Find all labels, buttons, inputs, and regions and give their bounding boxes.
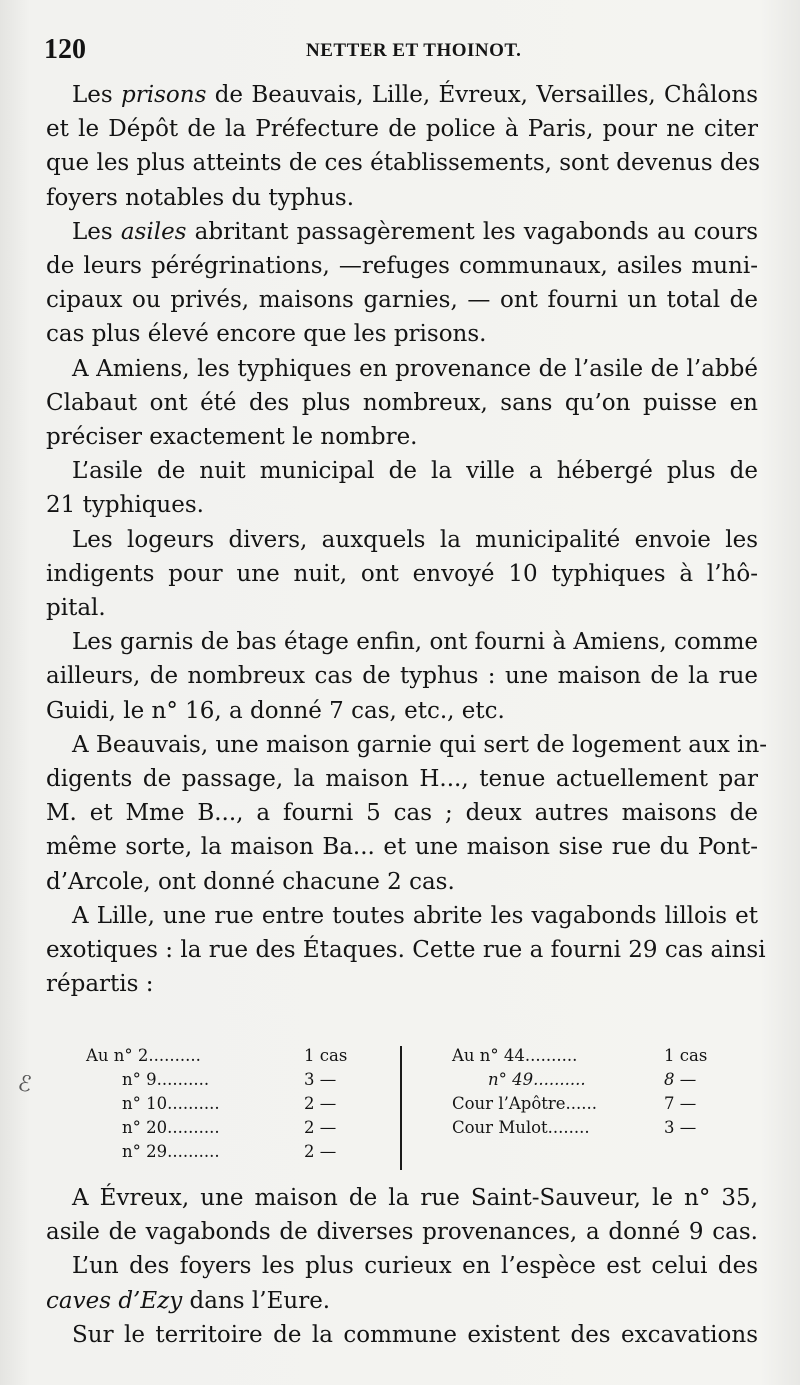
text-line: ailleurs, de nombreux cas de typhus : une maison de la rue	[46, 663, 758, 690]
emphasis: asiles	[120, 218, 187, 245]
table-cell-count: 3 —	[664, 1118, 697, 1137]
text-line: M. et Mme B..., a fourni 5 cas ; deux autres maisons de	[46, 800, 758, 827]
table-cell-location: Cour l’Apôtre......	[452, 1094, 598, 1113]
text-line: et le Dépôt de la Préfecture de police à Paris, pour ne citer	[46, 116, 758, 143]
text-line: caves d’Ezy dans l’Eure.	[46, 1287, 331, 1314]
table-row	[86, 1068, 366, 1092]
text-line: 21 typhiques.	[46, 492, 204, 519]
text-line: Clabaut ont été des plus nombreux, sans qu’on puisse en	[46, 389, 758, 416]
text-line: répartis :	[46, 971, 154, 998]
table-cell-location: Au n° 44..........	[452, 1046, 578, 1065]
table-cell-count: 8 —	[664, 1070, 697, 1089]
table-cell-location: Cour Mulot........	[452, 1118, 590, 1137]
table-cell-location: Au n° 2..........	[86, 1046, 201, 1065]
text-line: exotiques : la rue des Étaques. Cette rue a fourni 29 cas ainsi	[46, 937, 766, 964]
text-line: Les logeurs divers, auxquels la municipalité envoie les	[72, 526, 758, 553]
table-cell-count: 3 —	[304, 1070, 337, 1089]
distribution-table	[86, 1044, 726, 1172]
body-text-continued	[46, 1181, 758, 1352]
table-cell-count: 2 —	[304, 1094, 337, 1113]
text-line: que les plus atteints de ces établissements, sont devenus des	[46, 150, 761, 177]
page-number: 120	[44, 34, 86, 65]
table-cell-count: 2 —	[304, 1118, 337, 1137]
text-line: Les asiles abritant passagèrement les vagabonds au cours	[72, 218, 759, 245]
table-cell-count: 1 cas	[304, 1046, 348, 1065]
table-cell-count: 1 cas	[664, 1046, 708, 1065]
text-line: Les garnis de bas étage enfin, ont fourni à Amiens, comme	[72, 629, 758, 656]
table-cell-count: 7 —	[664, 1094, 697, 1113]
table-row	[86, 1092, 366, 1116]
table-row	[86, 1140, 366, 1164]
emphasis: caves d’Ezy	[46, 1287, 183, 1314]
table-cell-location: n° 49..........	[488, 1070, 586, 1089]
table-row	[452, 1068, 722, 1092]
table-row	[452, 1092, 722, 1116]
text-line: cas plus élevé encore que les prisons.	[46, 321, 487, 348]
text-line: L’asile de nuit municipal de la ville a hébergé plus de	[72, 458, 758, 485]
table-row	[86, 1044, 366, 1068]
text-line: asile de vagabonds de diverses provenances, a donné 9 cas.	[46, 1219, 758, 1246]
table-divider	[400, 1046, 402, 1170]
text-line: préciser exactement le nombre.	[46, 424, 418, 451]
text-line: digents de passage, la maison H..., tenue actuellement par	[46, 766, 758, 793]
text-line: L’un des foyers les plus curieux en l’espèce est celui des	[72, 1253, 758, 1280]
text-line: indigents pour une nuit, ont envoyé 10 typhiques à l’hô-	[46, 560, 758, 587]
body-text	[46, 78, 768, 1001]
table-cell-location: n° 9..........	[122, 1070, 210, 1089]
table-column-left	[86, 1044, 366, 1164]
table-row	[452, 1116, 722, 1140]
table-column-right	[452, 1044, 722, 1140]
text-line: A Lille, une rue entre toutes abrite les vagabonds lillois et	[72, 902, 758, 929]
text-line: foyers notables du typhus.	[46, 184, 355, 211]
page-header	[44, 34, 756, 68]
text-line: A Évreux, une maison de la rue Saint-Sauveur, le n° 35,	[72, 1185, 758, 1211]
text-line: A Amiens, les typhiques en provenance de l’asile de l’abbé	[72, 355, 758, 382]
text-line: Guidi, le n° 16, a donné 7 cas, etc., etc.	[46, 697, 505, 724]
table-row	[86, 1116, 366, 1140]
text-line: de leurs pérégrinations, —refuges communaux, asiles muni-	[46, 253, 758, 280]
emphasis: prisons	[121, 82, 207, 108]
text-line: Sur le territoire de la commune existent des excavations	[72, 1321, 758, 1348]
table-cell-location: n° 29..........	[122, 1142, 220, 1161]
table-cell-location: n° 10..........	[122, 1094, 220, 1113]
text-line: A Beauvais, une maison garnie qui sert de logement aux in-	[72, 731, 768, 758]
text-line: cipaux ou privés, maisons garnies, — ont fourni un total de	[46, 287, 758, 314]
text-line: même sorte, la maison Ba... et une maison sise rue du Pont-	[46, 834, 758, 861]
margin-mark: ℰ	[15, 1071, 34, 1098]
text-line: pital.	[46, 595, 106, 622]
text-line: Les prisons de Beauvais, Lille, Évreux, Versailles, Châlons	[72, 82, 759, 108]
table-row	[452, 1044, 722, 1068]
running-title: NETTER ET THOINOT.	[306, 40, 522, 61]
table-cell-count: 2 —	[304, 1142, 337, 1161]
table-cell-location: n° 20..........	[122, 1118, 220, 1137]
text-line: d’Arcole, ont donné chacune 2 cas.	[46, 868, 455, 895]
